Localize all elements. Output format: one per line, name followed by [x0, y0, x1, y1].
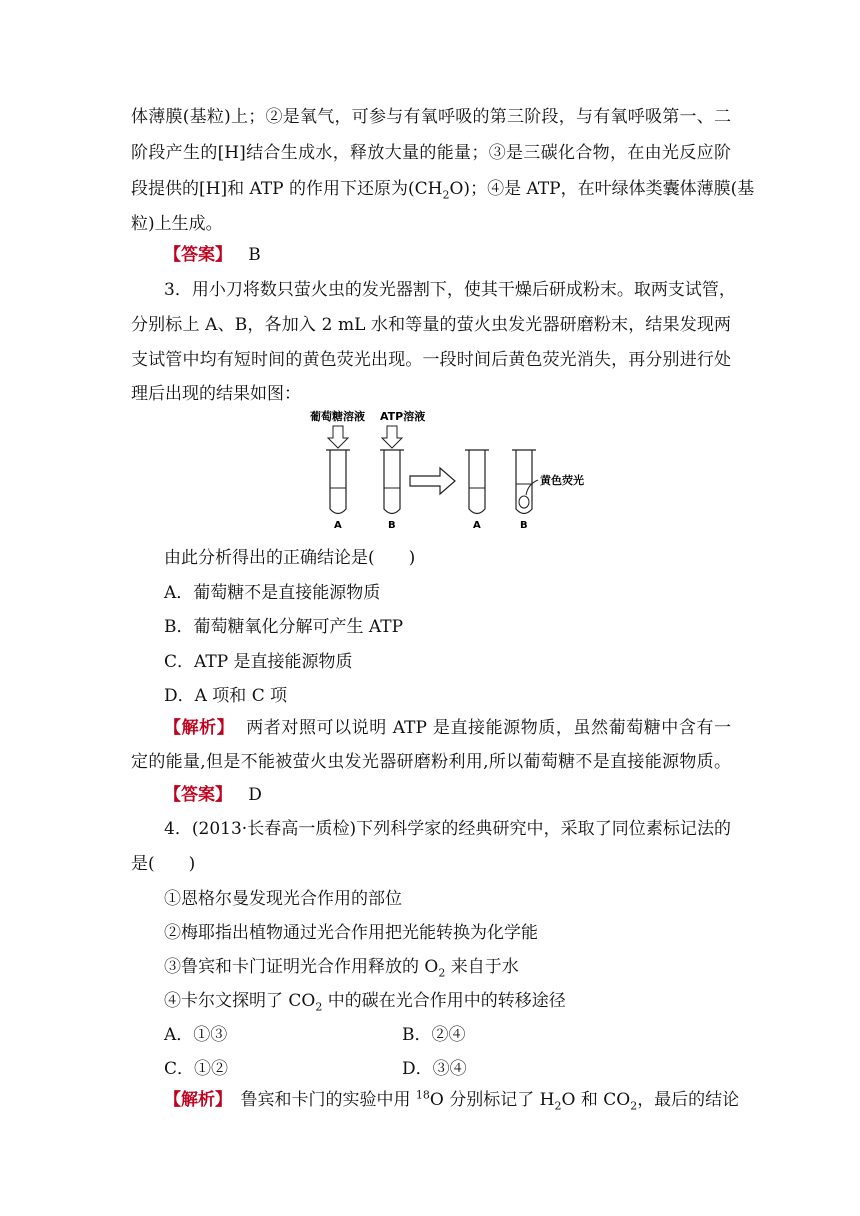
arrow-down-icon-b: [382, 426, 402, 448]
q3-stem: 由此分析得出的正确结论是( ): [164, 548, 416, 568]
q4-s4-a: ④卡尔文探明了 CO: [164, 991, 316, 1011]
glucose-label: 葡萄糖溶液: [310, 410, 365, 423]
q4-row-ab: [164, 1020, 227, 1045]
analysis4-sub2: 2: [630, 1099, 638, 1113]
arrow-right-icon: [410, 468, 455, 494]
q3-line1: 3．用小刀将数只萤火虫的发光器割下，使其干燥后研成粉末。取两支试管，: [164, 280, 736, 300]
q4-row-cd: [164, 1054, 228, 1079]
q4-statement-3: [164, 952, 519, 979]
fluorescence-label: 黄色荧光: [540, 474, 584, 487]
arrow-down-icon-a: [328, 426, 348, 448]
answer1-tag: 【答案】: [164, 245, 232, 265]
analysis3-line2: 定的能量,但是不能被萤火虫发光器研磨粉利用,所以葡萄糖不是直接能源物质。: [131, 752, 731, 772]
q3-option-a: A．葡萄糖不是直接能源物质: [164, 583, 381, 603]
q3-option-d: D．A 项和 C 项: [164, 686, 288, 706]
q4-s3-sub: 2: [438, 966, 446, 980]
experiment-figure: [300, 404, 600, 534]
tube-label-a1: A: [334, 520, 342, 531]
analysis4-line1: [164, 1085, 740, 1113]
answer3: [164, 780, 262, 805]
q3-line2: 分别标上 A、B，各加入 2 mL 水和等量的萤火虫发光器研磨粉末，结果发现两: [131, 315, 731, 335]
analysis4-t1: 鲁宾和卡门的实验中用: [223, 1090, 416, 1110]
fluorescence-glow: [519, 496, 529, 508]
tube-label-a2: A: [473, 520, 481, 531]
analysis3-tag: 【解析】: [164, 718, 235, 738]
q3-option-c: C．ATP 是直接能源物质: [164, 652, 353, 672]
para1-line4: 粒)上生成。: [131, 214, 223, 234]
test-tube-a2: [469, 450, 485, 514]
q4-option-c: C．①②: [164, 1059, 229, 1079]
test-tube-a1: [330, 450, 346, 514]
para1-line3-sub: 2: [442, 188, 450, 202]
analysis3-text1: 两者对照可以说明 ATP 是直接能源物质，虽然葡萄糖中含有一: [246, 718, 731, 738]
test-tube-b1: [384, 450, 400, 514]
answer3-value: D: [248, 785, 262, 805]
para1-line3: [131, 174, 755, 202]
q3-line3: 支试管中均有短时间的黄色荧光出现。一段时间后黄色荧光消失，再分别进行处: [131, 350, 731, 370]
q3-line4: 理后出现的结果如图：: [131, 384, 301, 404]
analysis4-t4: ，最后的结论: [637, 1090, 740, 1110]
q4-statement-4: [164, 986, 566, 1013]
para1-line3-b: O)；④是 ATP，在叶绿体类囊体薄膜(基: [449, 179, 755, 199]
analysis3-line1: [164, 713, 731, 738]
q4-statement-2: ②梅耶指出植物通过光合作用把光能转换为化学能: [164, 923, 538, 943]
test-tube-b2: [516, 450, 532, 514]
analysis4-t2: O 分别标记了 H: [429, 1090, 555, 1110]
answer1-value: B: [248, 245, 261, 265]
q4-s3-a: ③鲁宾和卡门证明光合作用释放的 O: [164, 957, 439, 977]
answer3-tag: 【答案】: [164, 785, 232, 805]
q4-option-d: D．③④: [402, 1059, 467, 1079]
analysis4-sub1: 2: [554, 1099, 562, 1113]
q4-statement-1: ①恩格尔曼发现光合作用的部位: [164, 889, 402, 909]
q4-option-a: A．①③: [164, 1025, 228, 1045]
analysis4-sup: 18: [415, 1088, 430, 1102]
atp-label: ATP溶液: [380, 410, 426, 423]
para1-line3-a: 段提供的[H]和 ATP 的作用下还原为(CH: [131, 179, 443, 199]
para1-line2: 阶段产生的[H]结合生成水，释放大量的能量；③是三碳化合物，在由光反应阶: [131, 143, 731, 163]
q4-s3-b: 来自于水: [445, 957, 519, 977]
q4-s4-b: 中的碳在光合作用中的转移途径: [322, 991, 566, 1011]
q4-line2: 是( ): [131, 854, 196, 874]
tube-label-b1: B: [388, 520, 396, 531]
analysis4-tag: 【解析】: [164, 1090, 224, 1110]
q4-line1: 4．(2013·长春高一质检)下列科学家的经典研究中，采取了同位素标记法的: [164, 819, 731, 839]
q4-s4-sub: 2: [315, 1000, 323, 1014]
answer1: [164, 240, 261, 265]
analysis4-t3: O 和 CO: [561, 1090, 631, 1110]
q3-option-b: B．葡萄糖氧化分解可产生 ATP: [164, 617, 404, 637]
para1-line1: 体薄膜(基粒)上；②是氧气，可参与有氧呼吸的第三阶段，与有氧呼吸第一、二: [131, 107, 731, 127]
tube-label-b2: B: [520, 520, 528, 531]
q4-option-b: B．②④: [402, 1025, 466, 1045]
